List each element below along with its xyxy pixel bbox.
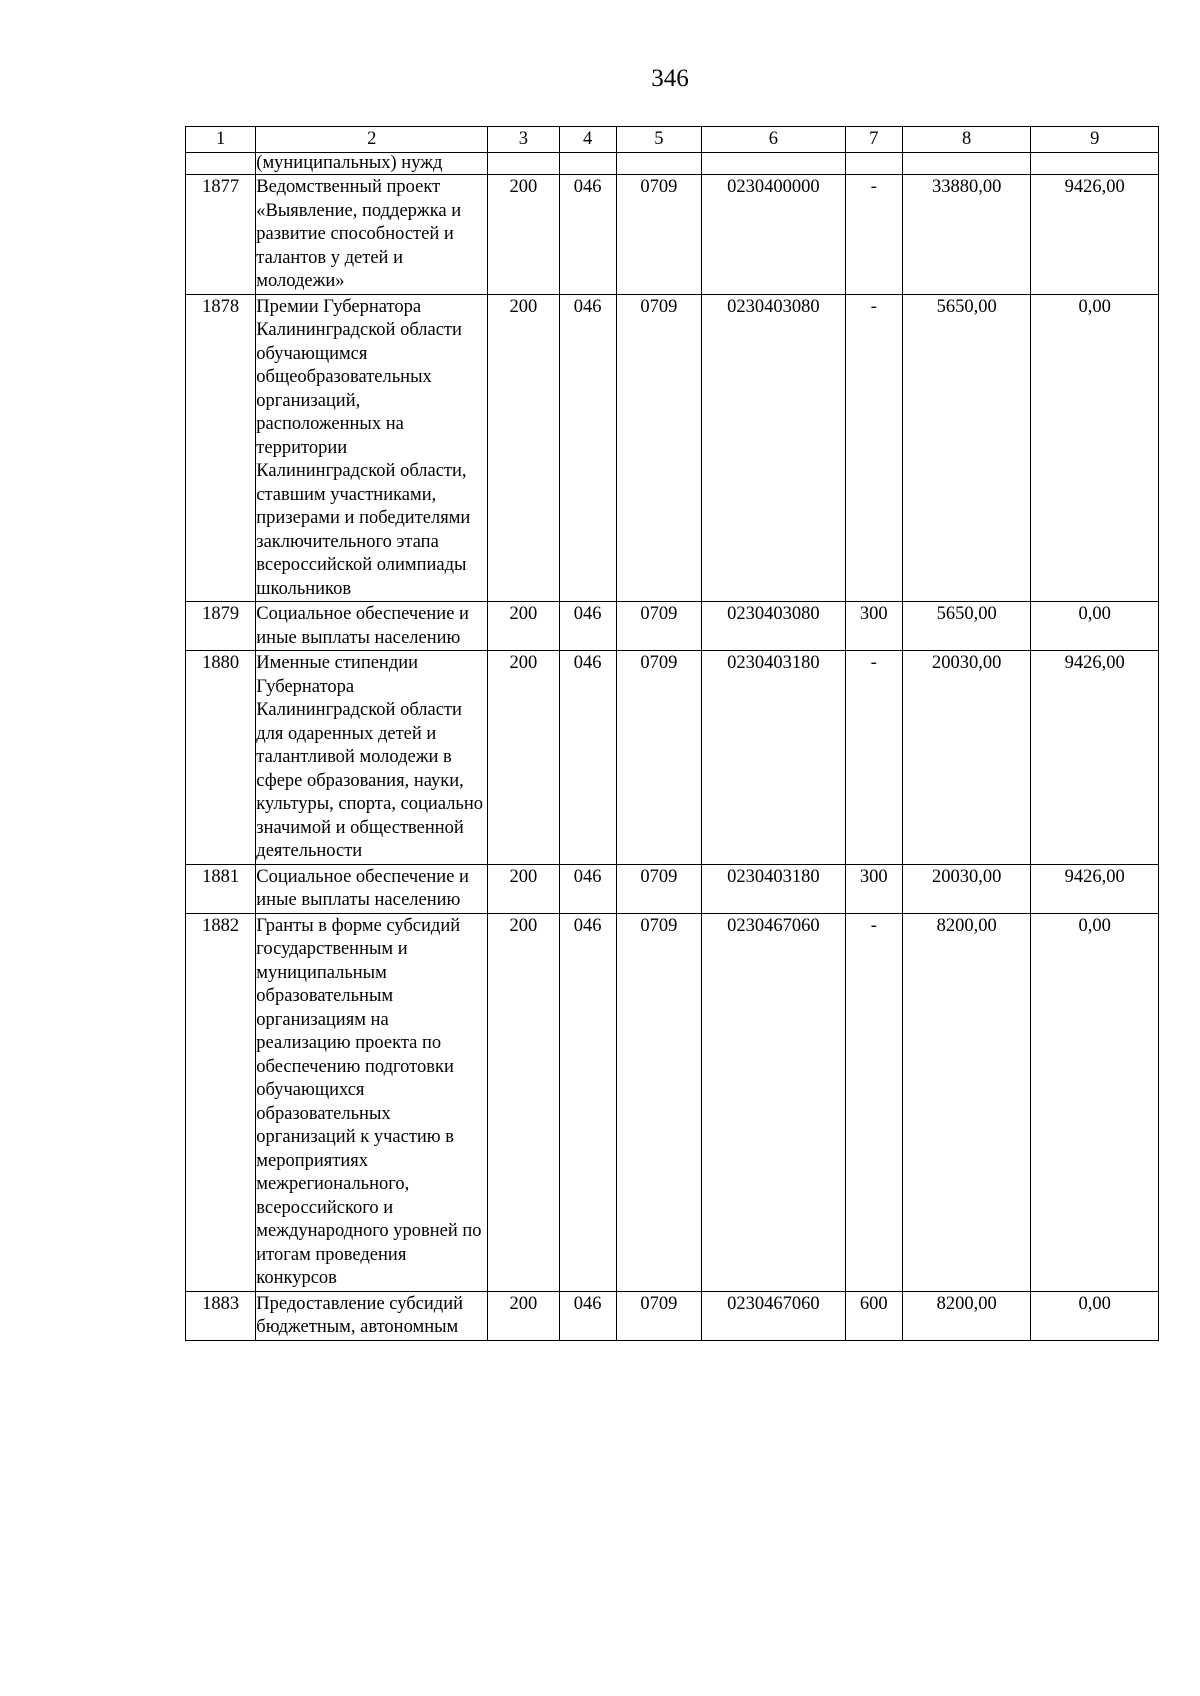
cell-col3: 200 bbox=[488, 651, 559, 865]
cell-col6: 0230467060 bbox=[702, 913, 846, 1291]
row-number-cell: 1877 bbox=[186, 175, 256, 295]
cell-col5: 0709 bbox=[616, 294, 701, 602]
table-row bbox=[186, 602, 1159, 651]
row-number-cell: 1878 bbox=[186, 294, 256, 602]
cell-col9: 9426,00 bbox=[1031, 864, 1159, 913]
row-number-cell: 1881 bbox=[186, 864, 256, 913]
cell-col3: 200 bbox=[488, 294, 559, 602]
table-row bbox=[186, 651, 1159, 865]
cell-col5: 0709 bbox=[616, 864, 701, 913]
cell-col9: 0,00 bbox=[1031, 1291, 1159, 1340]
cell-col7: 300 bbox=[845, 602, 902, 651]
cell-col3: 200 bbox=[488, 602, 559, 651]
page-number: 346 bbox=[651, 65, 689, 92]
cell-col4: 046 bbox=[559, 651, 616, 865]
cell-col8 bbox=[902, 153, 1031, 175]
cell-col7: 300 bbox=[845, 864, 902, 913]
row-name-cell: Премии Губернатора Калининградской области обучающимся общеобразовательных организаций, расположенных на территории Калининградской области, ставшим участниками, призерами и победителями заключительного этапа всероссийской олимпиады школьников bbox=[256, 294, 488, 602]
row-number-cell: 1879 bbox=[186, 602, 256, 651]
cell-col8: 8200,00 bbox=[902, 913, 1031, 1291]
header-cell: 9 bbox=[1031, 127, 1159, 153]
cell-col7: - bbox=[845, 294, 902, 602]
row-name-cell: Социальное обеспечение и иные выплаты населению bbox=[256, 864, 488, 913]
cell-col4: 046 bbox=[559, 175, 616, 295]
header-cell: 5 bbox=[616, 127, 701, 153]
cell-col8: 20030,00 bbox=[902, 651, 1031, 865]
row-number-cell: 1883 bbox=[186, 1291, 256, 1340]
cell-col9: 9426,00 bbox=[1031, 175, 1159, 295]
header-cell: 8 bbox=[902, 127, 1031, 153]
cell-col3 bbox=[488, 153, 559, 175]
cell-col8: 5650,00 bbox=[902, 602, 1031, 651]
cell-col5: 0709 bbox=[616, 1291, 701, 1340]
cell-col6: 0230467060 bbox=[702, 1291, 846, 1340]
cell-col6: 0230403080 bbox=[702, 294, 846, 602]
cell-col9 bbox=[1031, 153, 1159, 175]
cell-col5: 0709 bbox=[616, 175, 701, 295]
table-row bbox=[186, 864, 1159, 913]
row-number-cell: 1882 bbox=[186, 913, 256, 1291]
cell-col4: 046 bbox=[559, 864, 616, 913]
table-row bbox=[186, 294, 1159, 602]
row-name-cell: Предоставление субсидий бюджетным, автономным bbox=[256, 1291, 488, 1340]
cell-col4: 046 bbox=[559, 1291, 616, 1340]
header-cell: 1 bbox=[186, 127, 256, 153]
table-row bbox=[186, 1291, 1159, 1340]
cell-col9: 9426,00 bbox=[1031, 651, 1159, 865]
row-name-cell: Социальное обеспечение и иные выплаты населению bbox=[256, 602, 488, 651]
cell-col9: 0,00 bbox=[1031, 602, 1159, 651]
row-name-cell: Ведомственный проект «Выявление, поддержка и развитие способностей и талантов у детей и молодежи» bbox=[256, 175, 488, 295]
cell-col6: 0230403180 bbox=[702, 864, 846, 913]
cell-col7: 600 bbox=[845, 1291, 902, 1340]
header-cell: 3 bbox=[488, 127, 559, 153]
cell-col9: 0,00 bbox=[1031, 913, 1159, 1291]
continuation-row bbox=[186, 153, 1159, 175]
row-name-cell: Именные стипендии Губернатора Калининградской области для одаренных детей и талантливой молодежи в сфере образования, науки, культуры, спорта, социально значимой и общественной деятельности bbox=[256, 651, 488, 865]
cell-col6: 0230403080 bbox=[702, 602, 846, 651]
header-cell: 2 bbox=[256, 127, 488, 153]
cell-col8: 5650,00 bbox=[902, 294, 1031, 602]
cell-col7: - bbox=[845, 175, 902, 295]
cell-col8: 8200,00 bbox=[902, 1291, 1031, 1340]
budget-table bbox=[185, 126, 1159, 1341]
cell-col4 bbox=[559, 153, 616, 175]
row-name-cell: (муниципальных) нужд bbox=[256, 153, 488, 175]
cell-col3: 200 bbox=[488, 175, 559, 295]
cell-col8: 33880,00 bbox=[902, 175, 1031, 295]
header-row bbox=[186, 127, 1159, 153]
row-number-cell bbox=[186, 153, 256, 175]
cell-col6: 0230400000 bbox=[702, 175, 846, 295]
cell-col3: 200 bbox=[488, 1291, 559, 1340]
cell-col4: 046 bbox=[559, 602, 616, 651]
table-row bbox=[186, 175, 1159, 295]
table-row bbox=[186, 913, 1159, 1291]
cell-col7 bbox=[845, 153, 902, 175]
cell-col4: 046 bbox=[559, 294, 616, 602]
cell-col6 bbox=[702, 153, 846, 175]
cell-col5: 0709 bbox=[616, 913, 701, 1291]
cell-col7: - bbox=[845, 913, 902, 1291]
cell-col8: 20030,00 bbox=[902, 864, 1031, 913]
row-number-cell: 1880 bbox=[186, 651, 256, 865]
cell-col9: 0,00 bbox=[1031, 294, 1159, 602]
row-name-cell: Гранты в форме субсидий государственным и муниципальным образовательным организациям на реализацию проекта по обеспечению подготовки обучающихся образовательных организаций к участию в мероприятиях межрегионального, всероссийского и международного уровней по итогам проведения конкурсов bbox=[256, 913, 488, 1291]
cell-col6: 0230403180 bbox=[702, 651, 846, 865]
header-cell: 7 bbox=[845, 127, 902, 153]
cell-col3: 200 bbox=[488, 913, 559, 1291]
cell-col3: 200 bbox=[488, 864, 559, 913]
header-cell: 4 bbox=[559, 127, 616, 153]
header-cell: 6 bbox=[702, 127, 846, 153]
cell-col5 bbox=[616, 153, 701, 175]
cell-col5: 0709 bbox=[616, 651, 701, 865]
cell-col4: 046 bbox=[559, 913, 616, 1291]
cell-col5: 0709 bbox=[616, 602, 701, 651]
cell-col7: - bbox=[845, 651, 902, 865]
